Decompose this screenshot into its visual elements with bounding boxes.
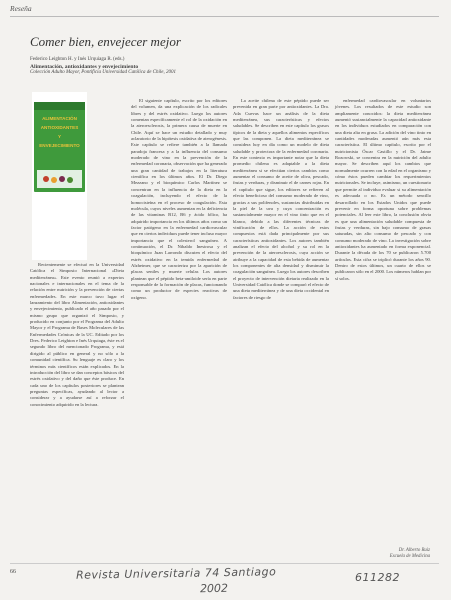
reviewer-signature [340,548,430,561]
cover-title-word: Y [57,134,62,139]
handwritten-year: 2002 [199,581,229,596]
body-column-4 [335,98,431,538]
handwritten-code: 611282 [355,571,400,584]
page-number: 66 [10,569,16,575]
body-column-1 [30,262,124,562]
cover-title-word: ENVEJECIMIENTO [39,143,80,148]
footer-rule [10,563,439,564]
cover-title-word: ALIMENTACIÓN [42,116,77,121]
body-column-3 [233,98,329,564]
section-label: Reseña [10,4,32,13]
book-cover-image [32,92,87,260]
body-text-col3: La aceite chilena de este péptido puede ser prevenida en gran parte por antioxidantes. La Dra. Ada Cuevas hace un análisis de la dieta mediterránea, sus características y efectos saludables. Se describen en este capítulo los grasos típicos de la dieta y aquellos alimentos específicos que las componen. La dieta mediterránea se considera hoy en día como un modelo de dieta saludable y protectora de la enfermedad coronaria. En este contexto es importante notar que la dieta promedio chilena es adaptable a la dieta mediterránea si se efectúan ciertos cambios como aumentar el consumo de aceite de oliva, pescado, frutas y verduras, y disminuir el de carnes rojas. En el capítulo que sigue, los editores se refieren al efecto beneficioso del consumo moderado de vino, gracias a sus polifenoles, sustancias distribuidas en la piel de la uva y cuya concentración es sustancialmente mayor en el vino tinto que en el blanco, debido a las diferentes técnicas de vinificación de ellos. La acción de estos compuestos está dada principalmente por sus características antioxidantes. Los autores también analizan el efecto del alcohol y su rol en la prevención de la ateroesclerosis, cuya acción se atribuye a la capacidad de esta bebida de aumentar los componentes de alta densidad y disminuir la coagulación sanguínea. Luego los autores describen el proyecto de intervención dietaria realizado en la Universidad Católica donde se comparó el efecto de una dieta mediterránea y de una dieta occidental en factores de riesgo de [233,98,329,300]
body-text-col2: El siguiente capítulo, escrito por los editores del volumen, da una explicación de los radicales libres y del estrés oxidativo. Luego los autores comentan específicamente el rol de la oxidación en la ateroesclerosis, la primera causa de muerte en Chile. Aquí se hace un estudio detallado y muy aclaratorio de la hipótesis oxidativa de aterogénesis. Este capítulo se refiere también a la llamada paradoja francesa y a la influencia del consumo moderado de vino en la prevención de la enfermedad coronaria, observación que ha generado una gran cantidad de trabajos en la literatura científica en los últimos años. El Dr. Diego Mezzano y el bioquímico Carlos Martínez se concentran en la influencia de la dieta en la coagulación, incluyendo el efecto de la homocisteína en el proceso de coagulación. Esta molécula, cuyos niveles aumentan en la deficiencia de las vitaminas B12, B6 y ácido fólico, ha adquirido importancia en los últimos años como un factor patógeno en la enfermedad cardiovascular que en ciertos individuos puede tener incluso mayor importancia que el colesterol sanguíneo. A continuación, el Dr. Nibaldo Inestrosa y el bioquímico Juan Larrondo discuten el efecto del estrés oxidativo en la temida enfermedad de Alzheimer, que se caracteriza por la aparición de placas seniles y muerte celular. Los autores plantean que el péptido beta-amiloide sería en parte responsable de la formación de placas, funcionando como un productor de especies reactivas de oxígeno. [131,98,227,300]
handwritten-citation: Revista Universitaria 74 Santiago [75,565,277,582]
book-authors: Federico Leighton H. y Inés Urquiaga R. (eds.) [30,57,125,62]
header-rule [10,16,439,17]
review-title: Comer bien, envejecer mejor [30,34,181,49]
reviewer-name: Dr. Alberto Ruiz [398,548,430,553]
book-publisher: Colección Adulto Mayor, Pontificia Universidad Católica de Chile, 2001 [30,70,177,76]
book-metadata [30,57,270,77]
body-text-col4: enfermedad cardiovascular en voluntarios jóvenes. Los resultados de este estudio son ampliamente conocidos: la dieta mediterránea aumentó sustancialmente la capacidad antioxidante en los individuos estudiados en comparación con una dieta alta en grasa. La adición del vino tinto en cantidades moderadas aumentó aún más esta característica. El último capítulo, escrito por el nutricionista Óscar Castillo y el Dr. Jaime Rozowski, se concentra en la nutrición del adulto mayor. Se describen aquí los cambios que normalmente ocurren con la edad en el organismo y cómo éstos pueden cambiar los requerimientos nutricionales. Se incluye, asimismo, un cuestionario que permite al individuo evaluar si su alimentación es adecuada o no. Es un método sencillo desarrollado en los Estados Unidos que puede prevenir en forma oportuna sobre problemas potenciales. Al leer este libro, la conclusión obvia es que una alimentación saludable compuesta de frutas y verduras, sin bajo consumo de grasas saturadas, sin alto consumo de pescado y con consumo moderado de vino. La investigación sobre antioxidantes ha aumentado en forma exponencial. Durante la década de los 70 se publicaron 5.700 artículos. Esta cifra se triplicó durante los años 90. Dentro de estos últimos, un cuarto de ellos se publicaron sólo en el 2000. Los números hablan por sí solos. [335,98,431,281]
body-column-2 [131,98,227,564]
cover-title-word: ANTIOXIDANTES [40,125,79,130]
body-text-col1: Recientemente se efectuó en la Universidad Católica el Simposio Internacional «Dieta mediterránea». Este evento reunió a expertos nacionales e internacionales en el tema de la relación entre nutrición y la prevención de ciertas enfermedades. En este marco tuvo lugar el lanzamiento del libro Alimentación, antioxidantes y envejecimiento, publicado el año pasado por el mismo grupo que organizó el Simposio, y producido en conjunto por el Programa del Adulto Mayor y el Programa de Bases Moleculares de las Enfermedades Crónicas de la UC. Editado por los Dres. Federico Leighton e Inés Urquiaga, éste es el segundo libro del mencionado Programa, y está dirigido al público en general y no sólo a la comunidad científica. Su lenguaje es claro y los términos más científicos están explicados. En la introducción del libro se dan conceptos básicos del estrés oxidativo y del daño que éste produce. En cada uno de los capítulos posteriores se plantean preguntas específicas, ayudando al lector a considerar y a ayudarse así a reforzar el conocimiento adquirido en la lectura. [30,262,124,407]
book-subtitle: Alimentación, antioxidantes y envejecimiento [30,63,139,70]
reviewer-affiliation: Escuela de Medicina [389,554,430,560]
